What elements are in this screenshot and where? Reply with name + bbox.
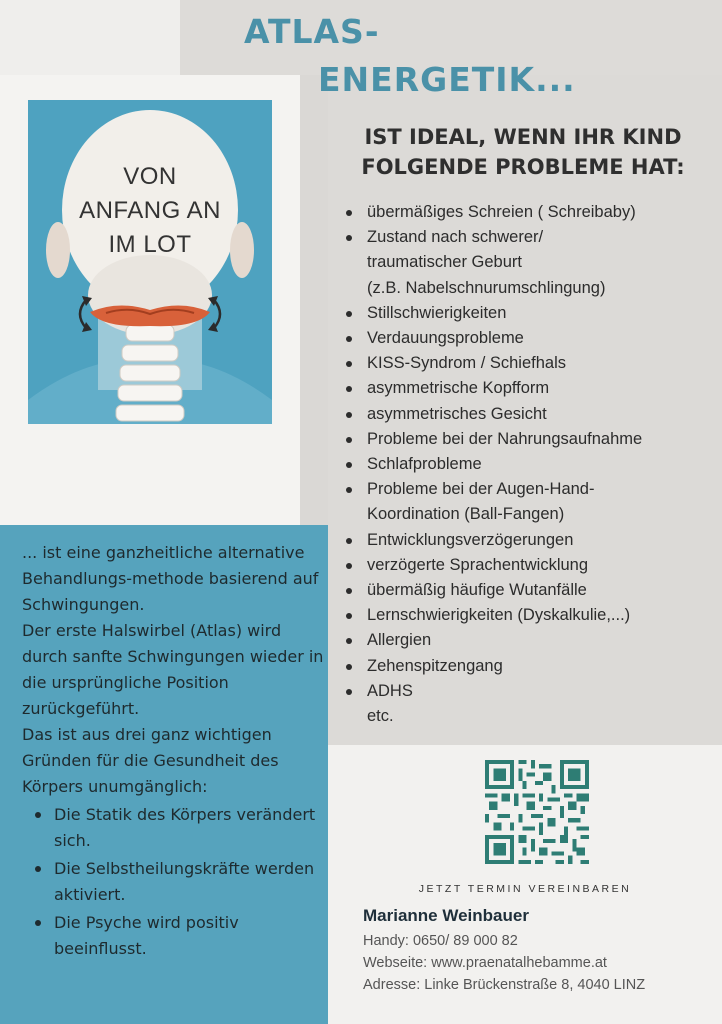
reason-item: Die Selbstheilungskräfte werden aktiviert. [22,856,324,908]
head-illustration [28,100,272,424]
bullet-icon [346,210,352,216]
description-paragraph: Der erste Halswirbel (Atlas) wird durch sanfte Schwingungen wieder in die ursprüngliche Position zurückgeführt. [22,621,324,718]
problem-item: Zehenspitzengang [343,654,713,679]
bullet-icon [346,361,352,367]
bullet-icon [346,538,352,544]
reason-item: Die Statik des Körpers verändert sich. [22,802,324,854]
contact-block [363,906,713,996]
qr-code-icon[interactable] [485,760,589,864]
problem-etc: etc. [367,707,394,726]
contact-phone[interactable]: Handy: 0650/ 89 000 82 [363,933,518,949]
problems-list [343,200,713,729]
problem-item: Allergien [343,628,713,653]
contact-website[interactable]: Webseite: www.praenatalhebamme.at [363,955,607,971]
problem-item: Verdauungsprobleme [343,326,713,351]
problem-item: ADHS [343,679,713,704]
bullet-icon [346,638,352,644]
problem-item: KISS-Syndrom / Schiefhals [343,351,713,376]
reasons-list [22,802,324,962]
bullet-icon [35,812,41,818]
bullet-icon [346,462,352,468]
illustration-line: IM LOT [108,231,192,258]
bullet-icon [35,866,41,872]
contact-address: Adresse: Linke Brückenstraße 8, 4040 LINZ [363,977,646,993]
problem-item: Entwicklungsverzögerungen [343,528,713,553]
bullet-icon [346,311,352,317]
title-line-2: ENERGETIK... [318,60,576,99]
description-box [0,525,328,1024]
description-paragraph: Das ist aus drei ganz wichtigen Gründen für die Gesundheit des Körpers unumgänglich: [22,725,279,796]
subtitle: IST IDEAL, WENN IHR KIND FOLGENDE PROBLEME HAT: [361,125,685,179]
problem-item: Probleme bei der Augen-Hand- Koordination (Ball-Fangen) [343,477,713,527]
problem-item: verzögerte Sprachentwicklung [343,553,713,578]
bullet-icon [346,613,352,619]
bullet-icon [346,563,352,569]
bullet-icon [35,920,41,926]
illustration-line: ANFANG AN [79,197,221,224]
title-line-1: ATLAS- [244,12,380,51]
bullet-icon [346,336,352,342]
reason-item: Die Psyche wird positiv beeinflusst. [22,910,324,962]
bullet-icon [346,689,352,695]
problem-item: übermäßiges Schreien ( Schreibaby) [343,200,713,225]
problem-item: Lernschwierigkeiten (Dyskalkulie,...) [343,603,713,628]
problem-item: asymmetrisches Gesicht [343,402,713,427]
problem-item: Probleme bei der Nahrungsaufnahme [343,427,713,452]
bullet-icon [346,235,352,241]
problem-item: Zustand nach schwerer/ traumatischer Geburt (z.B. Nabelschnurumschlingung) [343,225,713,301]
bullet-icon [346,487,352,493]
cta-text: JETZT TERMIN VEREINBAREN [418,883,632,895]
illustration-text [28,160,272,262]
bullet-icon [346,412,352,418]
bullet-icon [346,664,352,670]
problem-item: Stillschwierigkeiten [343,301,713,326]
description-text [22,540,324,964]
bullet-icon [346,437,352,443]
contact-name: Marianne Weinbauer [363,906,529,925]
bullet-icon [346,588,352,594]
description-paragraph: ... ist eine ganzheitliche alternative Behandlungs-methode basierend auf Schwingungen. [22,543,319,614]
illustration-line: VON [123,163,177,190]
problem-item: übermäßig häufige Wutanfälle [343,578,713,603]
problem-item: asymmetrische Kopfform [343,376,713,401]
bullet-icon [346,386,352,392]
problem-item: Schlafprobleme [343,452,713,477]
